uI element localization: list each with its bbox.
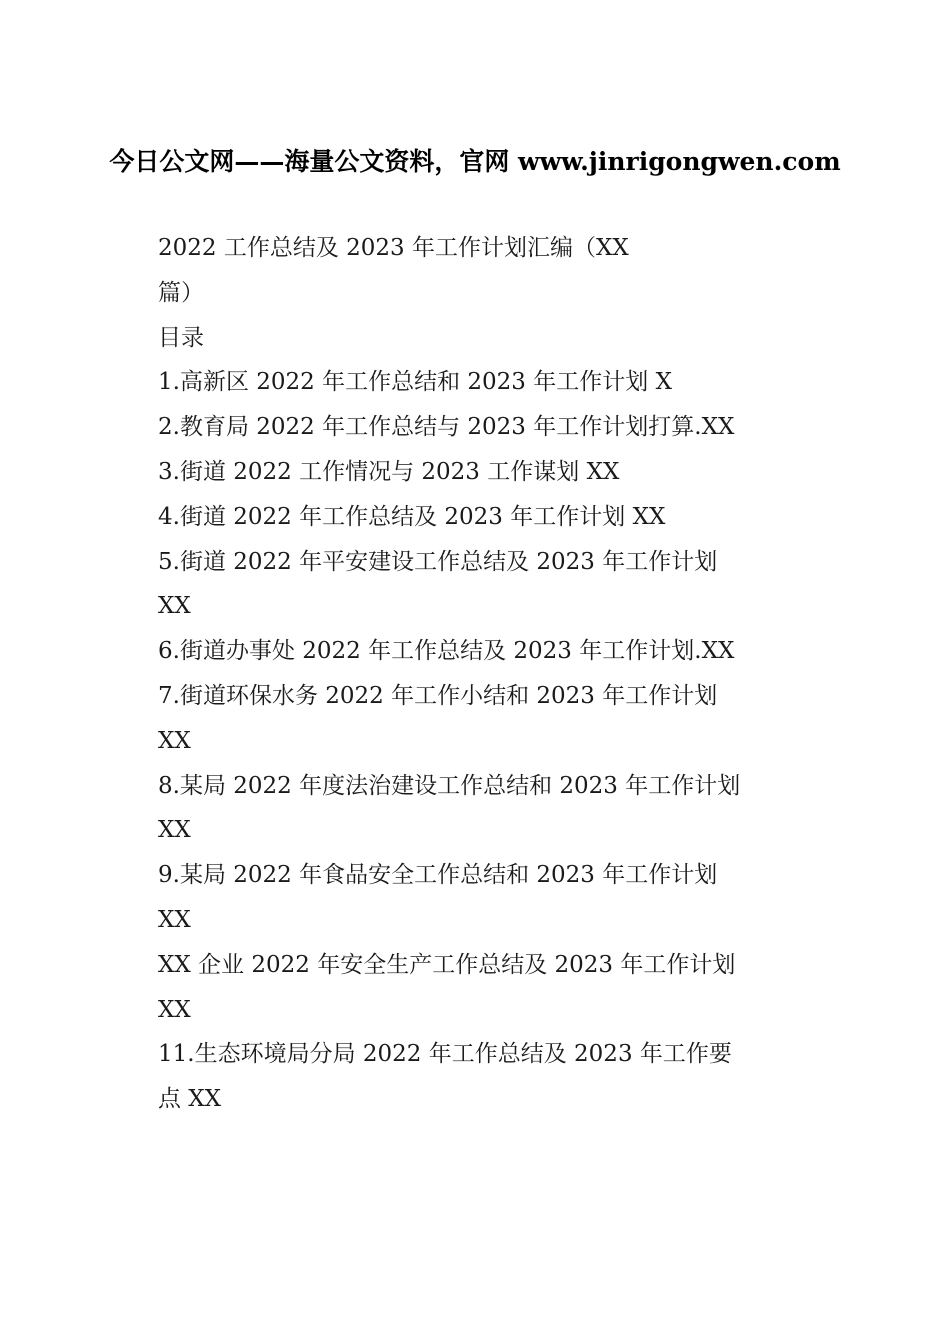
toc-line: 5.街道 2022 年平安建设工作总结及 2023 年工作计划: [158, 548, 718, 575]
toc-line: 2.教育局 2022 年工作总结与 2023 年工作计划打算.XX: [158, 414, 735, 441]
toc-line: XX: [158, 906, 191, 933]
toc-line: XX: [158, 817, 191, 844]
toc-line: 1.高新区 2022 年工作总结和 2023 年工作计划 X: [158, 369, 672, 396]
document-title-line-2: 篇）: [158, 279, 204, 306]
toc-line: XX: [158, 996, 191, 1023]
toc-line: 点 XX: [158, 1086, 222, 1113]
document-body: [158, 226, 798, 1122]
toc-line: 6.街道办事处 2022 年工作总结及 2023 年工作计划.XX: [158, 638, 735, 665]
toc-line: 11.生态环境局分局 2022 年工作总结及 2023 年工作要: [158, 1041, 732, 1068]
toc-line: 9.某局 2022 年食品安全工作总结和 2023 年工作计划: [158, 862, 718, 889]
toc-line: 8.某局 2022 年度法治建设工作总结和 2023 年工作计划: [158, 772, 741, 799]
site-header-banner: 今日公文网——海量公文资料，官网 www.jinrigongwen.com: [109, 147, 841, 176]
toc-line: 7.街道环保水务 2022 年工作小结和 2023 年工作计划: [158, 682, 718, 709]
toc-line: 4.街道 2022 年工作总结及 2023 年工作计划 XX: [158, 503, 666, 530]
document-title-line-1: 2022 工作总结及 2023 年工作计划汇编（XX: [158, 235, 629, 261]
toc-heading: 目录: [158, 324, 204, 351]
toc-line: XX: [158, 727, 191, 754]
toc-line: XX 企业 2022 年安全生产工作总结及 2023 年工作计划: [158, 951, 736, 978]
toc-line: 3.街道 2022 工作情况与 2023 工作谋划 XX: [158, 458, 620, 485]
toc-line: XX: [158, 593, 191, 620]
